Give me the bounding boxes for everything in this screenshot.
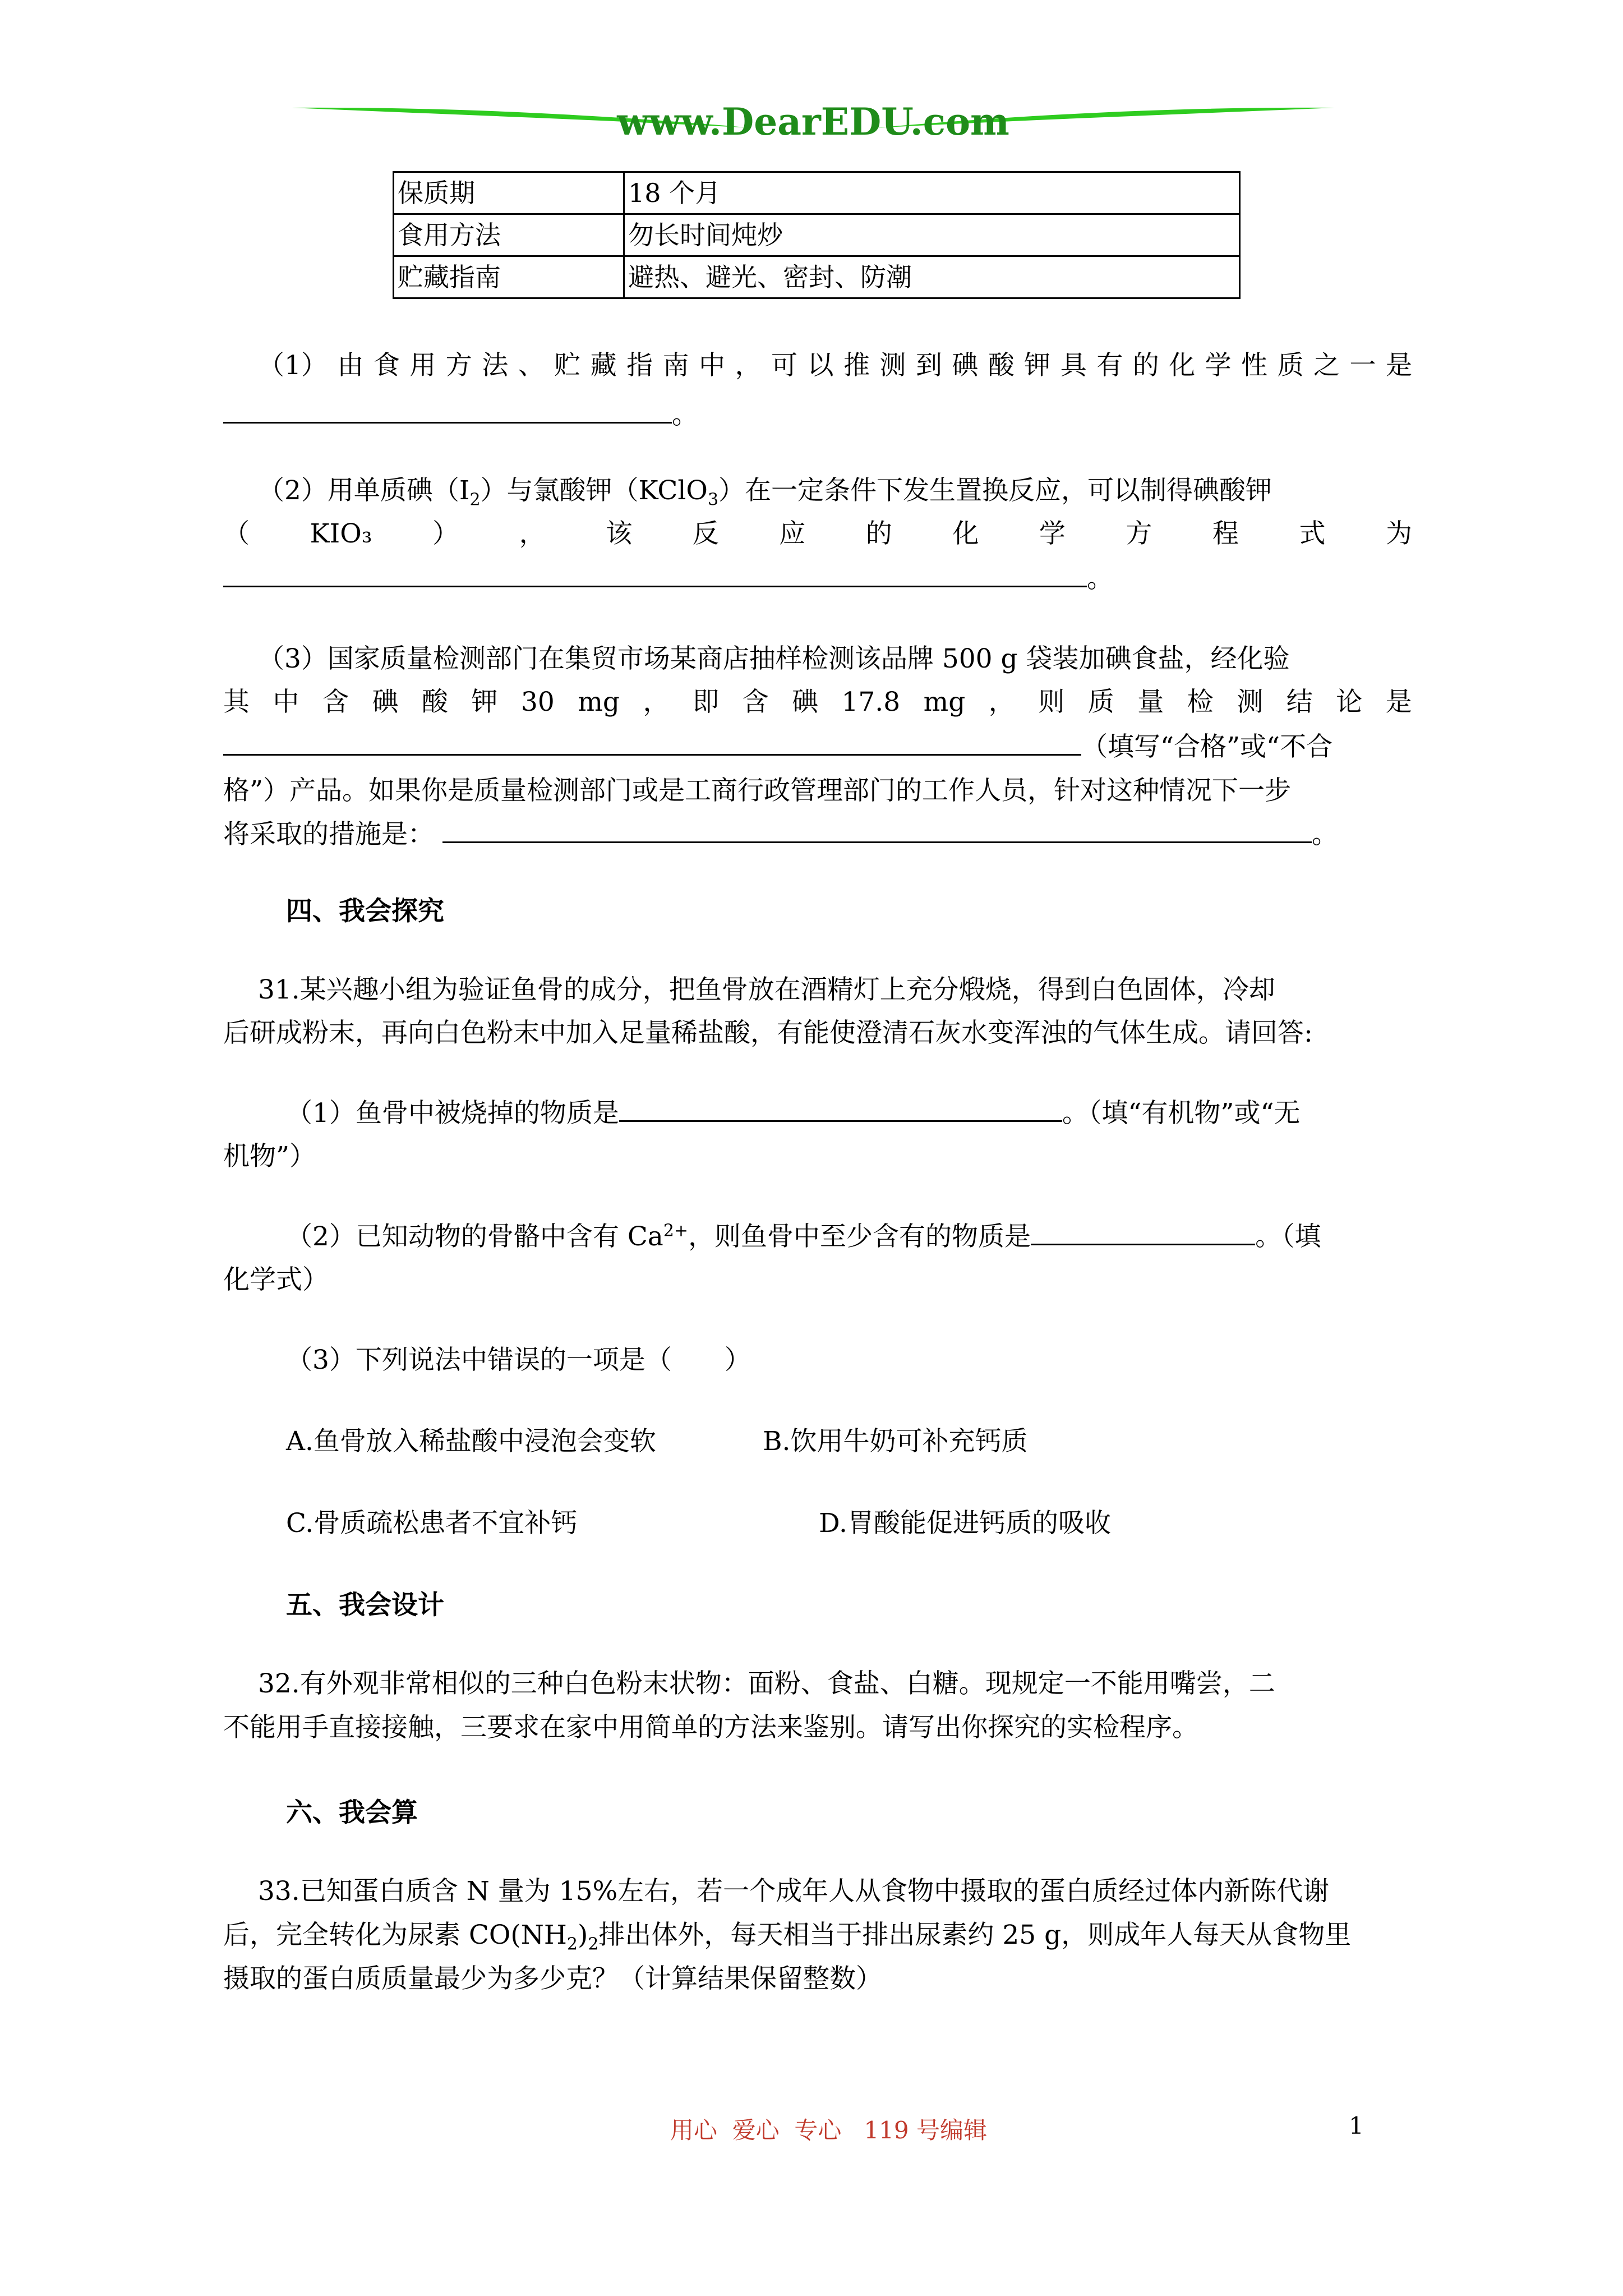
footer-text: 用心 爱心 专心 119 号编辑 (670, 2116, 987, 2144)
q30-part3-line2: 其 中 含 碘 酸 钾 30 mg ， 即 含 碘 17.8 mg ， 则 质 量 检 测 结 论 是 (223, 687, 1412, 717)
q31-line1: 31.某兴趣小组为验证鱼骨的成分，把鱼骨放在酒精灯上充分煅烧，得到白色固体，冷却 (258, 974, 1275, 1005)
table-row (394, 172, 1240, 214)
table-key: 保质期 (394, 172, 624, 214)
answer-blank[interactable] (1031, 1214, 1255, 1245)
option-c[interactable]: C.骨质疏松患者不宜补钙 (286, 1508, 578, 1539)
q31-line2: 后研成粉末，再向白色粉末中加入足量稀盐酸，有能使澄清石灰水变浑浊的气体生成。请回答: (223, 1018, 1313, 1048)
q30-part3-line4: 格”）产品。如果你是质量检测部门或是工商行政管理部门的工作人员，针对这种情况下一步 (223, 775, 1292, 806)
q30-part2-line1: （2）用单质碘$(I_2)$与氯酸钾（KClO$_3$）在一定条件下发生置换反应，可以制得碘酸钾 (258, 475, 1272, 510)
page-number: 1 (1349, 2112, 1364, 2139)
table-row (394, 214, 1240, 256)
q33-line1: 33.已知蛋白质含 N 量为 15%左右，若一个成年人从食物中摄取的蛋白质经过体内新陈代谢 (258, 1876, 1330, 1907)
section-heading: 五、我会设计 (286, 1590, 444, 1621)
q30-part3-line5: 将采取的措施是： 。 (223, 812, 1412, 857)
option-a[interactable]: A.鱼骨放入稀盐酸中浸泡会变软 (286, 1426, 656, 1457)
answer-blank[interactable] (223, 393, 672, 424)
q31-part1-line1: （1）鱼骨中被烧掉的物质是 。（填“有机物”或“无 (286, 1091, 1475, 1136)
q30-part1-line1: （1） 由 食 用 方 法 、 贮 藏 指 南 中 ， 可 以 推 测 到 碘 酸 钾 具 有 的 化 学 性 质 之 一 是 (258, 350, 1412, 381)
site-name[interactable]: www.DearEDU.com (617, 100, 1009, 144)
option-d[interactable]: D.胃酸能促进钙质的吸收 (819, 1508, 1111, 1539)
q30-part3-line1: （3）国家质量检测部门在集贸市场某商店抽样检测该品牌 500 g 袋装加碘食盐，经化验 (258, 643, 1290, 674)
q30-part2-line2: （ KIO₃ ） ， 该 反 应 的 化 学 方 程 式 为 (223, 518, 1412, 549)
answer-blank[interactable] (223, 556, 1087, 587)
table-key: 贮藏指南 (394, 256, 624, 298)
q33-line3: 摄取的蛋白质质量最少为多少克？（计算结果保留整数） (223, 1963, 882, 1994)
table-row (394, 256, 1240, 298)
header-banner (292, 95, 1335, 151)
q32-line1: 32.有外观非常相似的三种白色粉末状物：面粉、食盐、白糖。现规定一不能用嘴尝，二 (258, 1668, 1275, 1699)
section-heading: 六、我会算 (286, 1797, 418, 1828)
answer-blank[interactable] (223, 725, 1081, 756)
q33-line2: 后，完全转化为尿素 $CO(NH_2)_2$排出体外，每天相当于排出尿素约 25 g，则成年人每天从食物里 (223, 1920, 1352, 1954)
q30-part1-line2: 。 (223, 393, 1412, 438)
table-value: 勿长时间炖炒 (624, 214, 1240, 256)
q30-part2-line3: 。 (223, 556, 1412, 601)
answer-blank[interactable] (619, 1091, 1062, 1122)
answer-blank[interactable] (442, 812, 1312, 843)
q31-part2-line2: 化学式） (223, 1264, 329, 1295)
product-info-table (393, 171, 1241, 299)
option-b[interactable]: B.饮用牛奶可补充钙质 (763, 1426, 1028, 1457)
table-key: 食用方法 (394, 214, 624, 256)
q31-part1-line2: 机物”） (223, 1141, 316, 1172)
q30-part3-line3: （填写“合格”或“不合 (223, 725, 1412, 770)
table-value: 18 个月 (624, 172, 1240, 214)
q32-line2: 不能用手直接接触，三要求在家中用简单的方法来鉴别。请写出你探究的实检程序。 (223, 1712, 1198, 1743)
q31-part2-line1: （2）已知动物的骨骼中含有 $Ca^{2+}$，则鱼骨中至少含有的物质是 。（填 (286, 1214, 1475, 1259)
section-heading: 四、我会探究 (286, 896, 444, 927)
table-value: 避热、避光、密封、防潮 (624, 256, 1240, 298)
q31-part3: （3）下列说法中错误的一项是（ ） (286, 1345, 751, 1375)
